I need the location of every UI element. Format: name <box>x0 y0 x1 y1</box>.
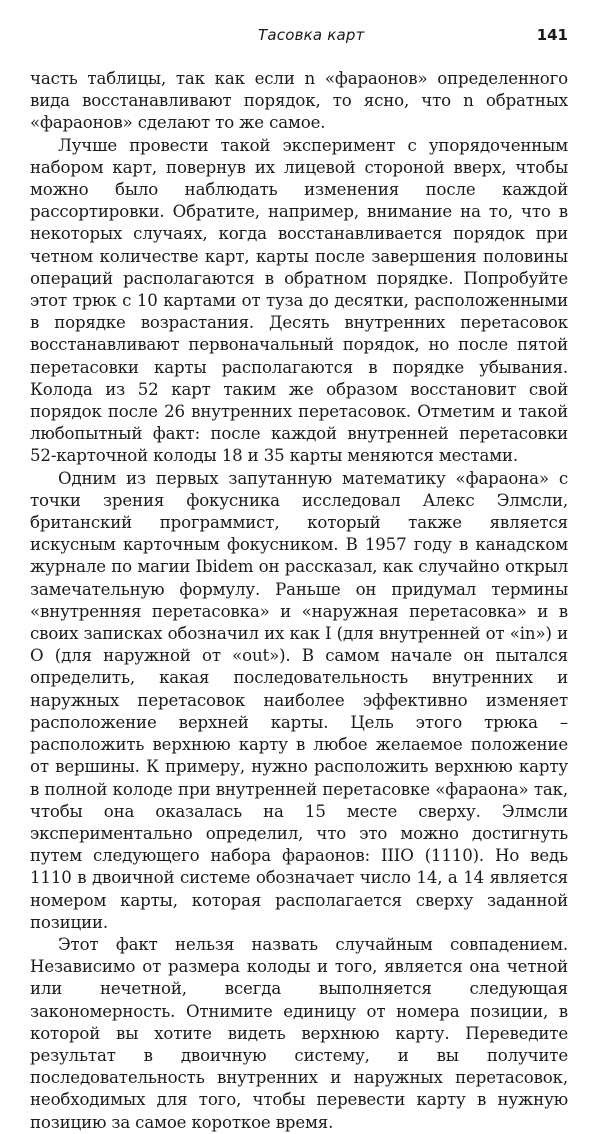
paragraph-elmsley: Одним из первых запутанную математику «фараона» с точки зрения фокусника исследовал Алекс Элмсли, британский программист, который также является искусным карточным фокусником. В 1957 году в канадском журнале по магии Ibidem он рассказал, как случайно открыл замечательную формулу. Раньше он придумал термины «внутренняя перетасовка» и «наружная перетасовка» и в своих записках обозначил их как I (для внутренней от «in») и O (для наружной от «out»). В самом начале он пытался определить, какая последовательность внутренних и наружных перетасовок наиболее эффективно изменяет расположение верхней карты. Цель этого трюка – расположить верхнюю карту в любое желаемое положение от вершины. К примеру, нужно расположить верхнюю карту в полной колоде при внутренней перетасовке «фараона» так, чтобы она оказалась на 15 месте сверху. Элмсли экспериментально определил, что это можно достигнуть путем следующего набора фараонов: IIIO (1110). Но ведь 1110 в двоичной системе обозначает число 14, а 14 является номером карты, которая располагается сверху заданной позиции. <box>30 468 568 932</box>
running-header <box>30 22 568 52</box>
page-number: 141 <box>536 26 568 44</box>
chapter-title: Тасовка карт <box>258 26 365 44</box>
paragraph-pattern: Этот факт нельзя назвать случайным совпадением. Независимо от размера колоды и того, является она четной или нечетной, всегда выполняется следующая закономерность. Отнимите единицу от номера позиции, в которой вы хотите видеть верхнюю карту. Переведите результат в двоичную систему, и вы получите последовательность внутренних и наружных перетасовок, необходимых для того, чтобы перевести карту в нужную позицию за самое короткое время. <box>30 934 568 1132</box>
book-page <box>30 22 568 1132</box>
body-text <box>30 68 568 1134</box>
paragraph-continuation: часть таблицы, так как если n «фараонов» определенного вида восстанавливают порядок, то ясно, что n обратных «фараонов» сделают то же самое. <box>30 69 568 133</box>
paragraph-experiment: Лучше провести такой эксперимент с упорядоченным набором карт, повернув их лицевой стороной вверх, чтобы можно было наблюдать изменения после каждой рассортировки. Обратите, например, внимание на то, что в некоторых случаях, когда восстанавливается порядок при четном количестве карт, карты после завершения половины операций располагаются в обратном порядке. Попробуйте этот трюк с 10 картами от туза до десятки, расположенными в порядке возрастания. Десять внутренних перетасовок восстанавливают первоначальный порядок, но после пятой перетасовки карты располагаются в порядке убывания. Колода из 52 карт таким же образом восстановит свой порядок после 26 внутренних перетасовок. Отметим и такой любопытный факт: после каждой внутренней перетасовки 52-карточной колоды 18 и 35 карты меняются местами. <box>30 135 568 466</box>
